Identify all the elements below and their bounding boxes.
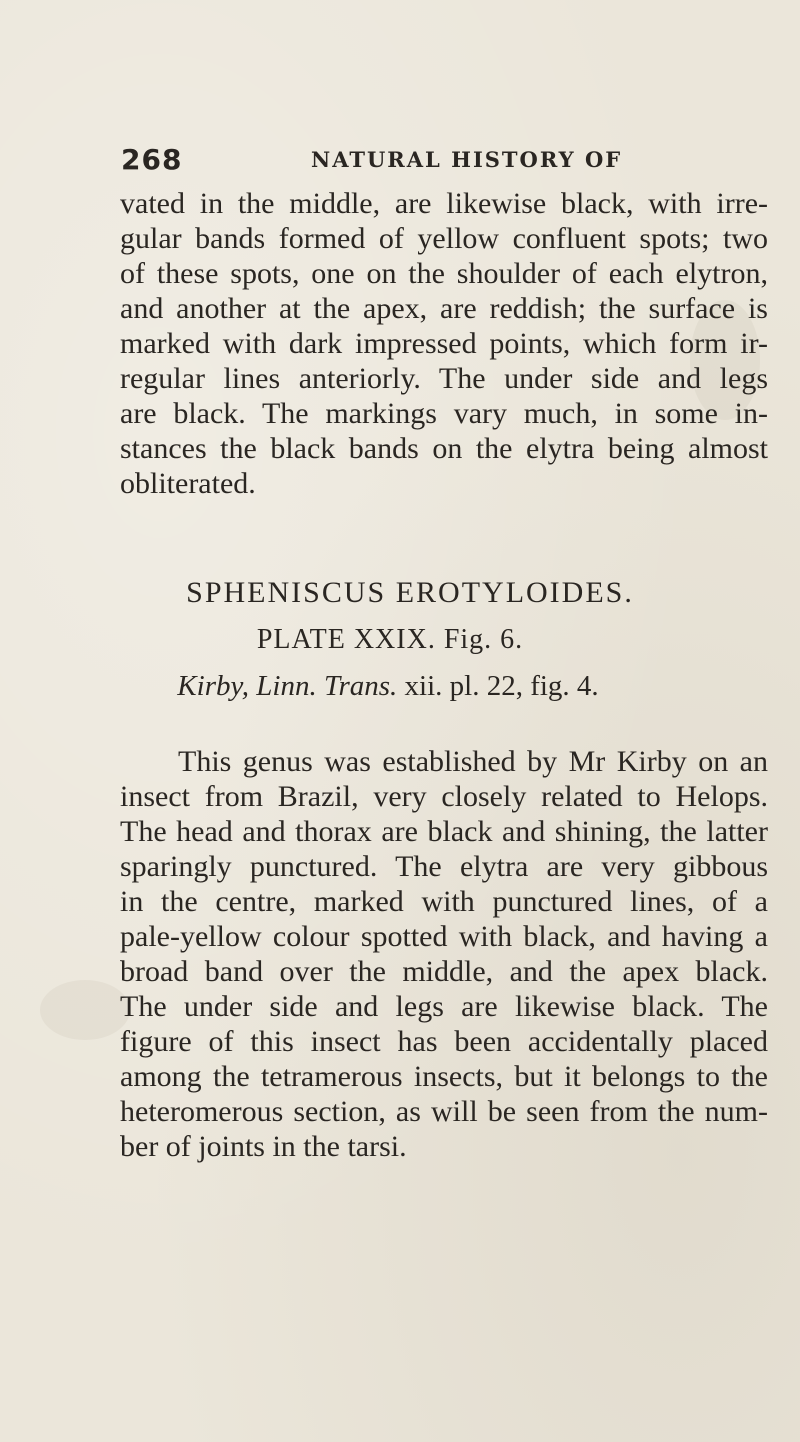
text-line: are black. The markings vary much, in some in-: [120, 397, 768, 430]
text-line: broad band over the middle, and the apex black.: [120, 955, 768, 988]
text-line: and another at the apex, are reddish; the surface is: [120, 292, 768, 325]
citation-reference: xii. pl. 22, fig. 4.: [397, 670, 599, 702]
text-line: sparingly punctured. The elytra are very gibbous: [120, 850, 768, 883]
text-line: heteromerous section, as will be seen from the num-: [120, 1095, 768, 1128]
paper-stain: [40, 980, 130, 1040]
text-line: pale-yellow colour spotted with black, and having a: [120, 920, 768, 953]
text-line: ber of joints in the tarsi.: [120, 1130, 407, 1163]
species-heading: SPHENISCUS EROTYLOIDES.: [186, 576, 634, 609]
running-title: NATURAL HISTORY OF: [311, 147, 623, 172]
text-line: among the tetramerous insects, but it belongs to the: [120, 1060, 768, 1093]
citation: [0, 670, 788, 703]
text-line: stances the black bands on the elytra being almost: [120, 432, 768, 465]
text-line: marked with dark impressed points, which form ir-: [120, 327, 768, 360]
text-line: gular bands formed of yellow confluent spots; two: [120, 222, 768, 255]
text-line: regular lines anteriorly. The under side and legs: [120, 362, 768, 395]
plate-reference: PLATE XXIX. Fig. 6.: [256, 624, 524, 655]
page-number: 268: [121, 143, 183, 176]
paragraph-description: [120, 744, 768, 1164]
running-head: [121, 143, 761, 183]
citation-author: Kirby, Linn. Trans.: [177, 670, 398, 702]
text-line: in the centre, marked with punctured lines, of a: [120, 885, 768, 918]
text-line: vated in the middle, are likewise black, with irre-: [120, 187, 768, 220]
text-line: The head and thorax are black and shining, the latter: [120, 815, 768, 848]
paragraph-continued: [120, 186, 768, 501]
text-line: insect from Brazil, very closely related to Helops.: [120, 780, 768, 813]
text-line: This genus was established by Mr Kirby on an: [178, 745, 768, 778]
text-line: figure of this insect has been accidentally placed: [120, 1025, 768, 1058]
text-line: of these spots, one on the shoulder of each elytron,: [120, 257, 768, 290]
text-line: obliterated.: [120, 467, 256, 500]
text-line: The under side and legs are likewise black. The: [120, 990, 768, 1023]
